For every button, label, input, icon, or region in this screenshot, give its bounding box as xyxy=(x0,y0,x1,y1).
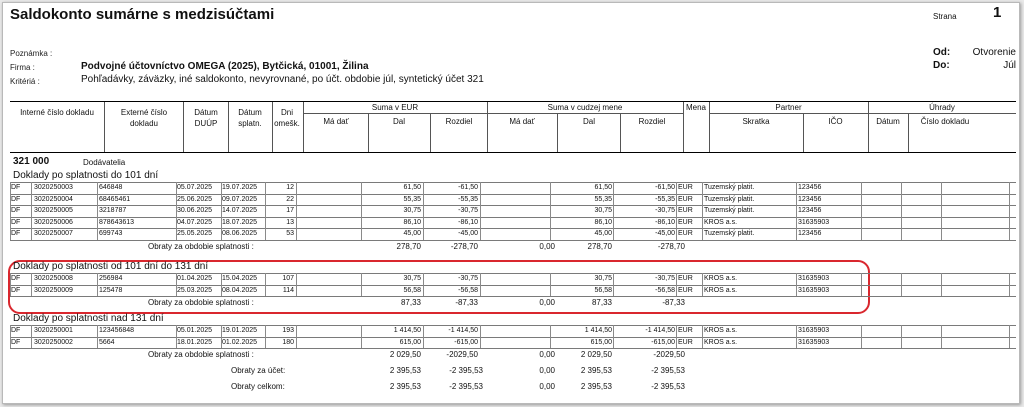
section-title: Doklady po splatnosti od 101 dní do 131 dní xyxy=(13,261,209,272)
cell-mena: EUR xyxy=(678,207,693,214)
grand-total-credit: 2 395,53 xyxy=(389,366,421,375)
cell-externe: 68465461 xyxy=(99,195,131,203)
cell-duup: 05.01.2025 xyxy=(177,327,213,334)
column-divider xyxy=(296,325,297,348)
column-divider xyxy=(861,182,862,240)
row-divider xyxy=(10,194,1016,195)
column-divider xyxy=(361,273,362,296)
column-divider xyxy=(941,273,942,296)
row-divider xyxy=(10,296,1016,297)
column-divider xyxy=(296,182,297,240)
cell-interne: 3020250008 xyxy=(34,275,73,282)
column-divider xyxy=(796,273,797,296)
section-title: Doklady po splatnosti nad 131 dní xyxy=(13,313,164,324)
column-divider xyxy=(97,182,98,240)
grand-total-difference: -2 395,53 xyxy=(449,382,483,391)
column-divider xyxy=(176,273,177,296)
col-foreign-difference: Rozdiel xyxy=(638,117,666,126)
cell-dal: 30,75 xyxy=(403,275,421,282)
col-payment-doc: Číslo dokladu xyxy=(920,117,970,126)
cell-cdal: 56,58 xyxy=(594,286,612,294)
column-divider xyxy=(1009,325,1010,348)
column-divider xyxy=(702,325,703,348)
cell-dal: 30,75 xyxy=(403,207,421,214)
cell-ico: 31635903 xyxy=(798,338,830,346)
grand-total-foreign-difference: -2 395,53 xyxy=(651,366,685,375)
cell-typ: DF xyxy=(11,184,21,191)
cell-interne: 3020250003 xyxy=(34,184,73,191)
column-divider xyxy=(861,273,862,296)
criteria-label: Kritériá : xyxy=(10,77,40,86)
page-label: Strana xyxy=(933,12,957,21)
cell-externe: 3218787 xyxy=(99,207,127,214)
cell-splatn: 19.07.2025 xyxy=(222,184,258,191)
col-internal-number: Interné číslo dokladu xyxy=(20,108,94,117)
column-divider xyxy=(613,325,614,348)
cell-typ: DF xyxy=(11,275,21,282)
column-divider xyxy=(941,325,942,348)
column-divider xyxy=(550,273,551,296)
col-payments: Úhrady xyxy=(929,103,955,112)
cell-dni: 107 xyxy=(282,275,294,282)
cell-externe: 125478 xyxy=(99,286,123,294)
company-value: Podvojné účtovníctvo OMEGA (2025), Bytčická, 01001, Žilina xyxy=(81,61,369,72)
cell-dal: 61,50 xyxy=(403,184,421,191)
from-value: Otvorenie xyxy=(972,47,1016,58)
column-divider xyxy=(423,182,424,240)
cell-splatn: 09.07.2025 xyxy=(222,195,258,203)
cell-dni: 13 xyxy=(286,218,294,226)
cell-ico: 123456 xyxy=(798,195,822,203)
cell-duup: 01.04.2025 xyxy=(177,275,213,282)
cell-externe: 878643613 xyxy=(99,218,135,226)
row-divider xyxy=(10,337,1016,338)
subtotal-label: Obraty za obdobie splatnosti : xyxy=(148,241,254,251)
subtotal-foreign-credit: 278,70 xyxy=(587,241,612,251)
cell-typ: DF xyxy=(11,195,21,203)
col-external-number: Externé číslo dokladu xyxy=(120,108,168,128)
row-divider xyxy=(10,205,1016,206)
column-divider xyxy=(480,182,481,240)
column-divider xyxy=(550,182,551,240)
cell-crozdiel: -1 414,50 xyxy=(645,327,675,334)
section-title: Doklady po splatnosti do 101 dní xyxy=(13,170,159,181)
cell-skratka: KROS a.s. xyxy=(704,275,738,282)
row-divider xyxy=(10,273,1016,274)
cell-ico: 123456 xyxy=(798,230,822,237)
cell-skratka: Tuzemský platit. xyxy=(704,184,755,191)
to-label: Do: xyxy=(933,60,950,71)
column-divider xyxy=(480,273,481,296)
cell-skratka: Tuzemský platit. xyxy=(704,195,755,203)
row-divider xyxy=(10,240,1016,241)
col-partner-ico: IČO xyxy=(828,117,843,126)
cell-cdal: 30,75 xyxy=(594,275,612,282)
column-divider xyxy=(941,182,942,240)
cell-interne: 3020250005 xyxy=(34,207,73,214)
cell-typ: DF xyxy=(11,218,21,226)
cell-interne: 3020250006 xyxy=(34,218,73,226)
cell-ico: 123456 xyxy=(798,184,822,191)
cell-dni: 12 xyxy=(286,184,294,191)
cell-crozdiel: -86,10 xyxy=(655,218,675,226)
column-divider xyxy=(550,325,551,348)
cell-typ: DF xyxy=(11,338,21,346)
col-payment-date: Dátum xyxy=(876,117,900,126)
subtotal-difference: -2029,50 xyxy=(446,350,478,359)
column-divider xyxy=(221,273,222,296)
cell-ico: 123456 xyxy=(798,207,822,214)
cell-externe: 256984 xyxy=(99,275,123,282)
company-label: Firma : xyxy=(10,63,35,72)
cell-dni: 193 xyxy=(282,327,294,334)
cell-duup: 18.01.2025 xyxy=(177,338,213,346)
subtotal-foreign-difference: -87,33 xyxy=(662,298,685,307)
cell-duup: 04.07.2025 xyxy=(177,218,213,226)
cell-mena: EUR xyxy=(678,195,693,203)
cell-skratka: KROS a.s. xyxy=(704,218,738,226)
grand-total-foreign-difference: -2 395,53 xyxy=(651,382,685,391)
cell-skratka: Tuzemský platit. xyxy=(704,230,755,237)
cell-dal: 86,10 xyxy=(403,218,421,226)
row-divider xyxy=(10,348,1016,349)
cell-typ: DF xyxy=(11,230,21,237)
cell-interne: 3020250004 xyxy=(34,195,73,203)
cell-externe: 123456848 xyxy=(99,327,135,334)
col-currency: Mena xyxy=(685,103,706,112)
cell-duup: 30.06.2025 xyxy=(177,207,213,214)
cell-cdal: 86,10 xyxy=(594,218,612,226)
cell-cdal: 55,35 xyxy=(594,195,612,203)
column-divider xyxy=(31,182,32,240)
cell-skratka: KROS a.s. xyxy=(704,286,738,294)
cell-crozdiel: -61,50 xyxy=(655,184,675,191)
cell-dni: 180 xyxy=(282,338,294,346)
grand-total-foreign-credit: 2 395,53 xyxy=(580,366,612,375)
column-divider xyxy=(901,273,902,296)
to-value: Júl xyxy=(1003,60,1016,71)
cell-rozdiel: -30,75 xyxy=(458,275,478,282)
col-date-duup: Dátum DUÚP xyxy=(194,108,218,128)
subtotal-foreign-debit: 0,00 xyxy=(539,298,555,307)
cell-splatn: 19.01.2025 xyxy=(222,327,258,334)
col-sum-foreign: Suma v cudzej mene xyxy=(547,103,623,112)
cell-rozdiel: -56,58 xyxy=(458,286,478,294)
column-divider xyxy=(901,325,902,348)
col-sum-eur: Suma v EUR xyxy=(371,103,419,112)
column-header xyxy=(10,101,1016,153)
cell-dal: 55,35 xyxy=(403,195,421,203)
subtotal-difference: -87,33 xyxy=(455,298,478,307)
cell-skratka: KROS a.s. xyxy=(704,338,738,346)
column-divider xyxy=(901,182,902,240)
col-partner: Partner xyxy=(775,103,802,112)
column-divider xyxy=(10,182,11,240)
column-divider xyxy=(97,325,98,348)
cell-externe: 699743 xyxy=(99,230,123,237)
column-divider xyxy=(221,182,222,240)
column-divider xyxy=(480,325,481,348)
cell-dal: 45,00 xyxy=(403,230,421,237)
subtotal-foreign-credit: 87,33 xyxy=(591,298,612,307)
cell-ico: 31635903 xyxy=(798,327,830,334)
cell-rozdiel: -61,50 xyxy=(458,184,478,191)
cell-rozdiel: -615,00 xyxy=(454,338,478,346)
cell-interne: 3020250007 xyxy=(34,230,73,237)
cell-interne: 3020250001 xyxy=(34,327,73,334)
cell-duup: 25.03.2025 xyxy=(177,286,213,294)
cell-splatn: 08.06.2025 xyxy=(222,230,258,237)
cell-splatn: 15.04.2025 xyxy=(222,275,258,282)
col-due-date: Dátum splatn. xyxy=(238,108,262,128)
column-divider xyxy=(10,325,11,348)
cell-ico: 31635903 xyxy=(798,275,830,282)
col-days-overdue: Dni omešk. xyxy=(274,108,300,128)
cell-mena: EUR xyxy=(678,184,693,191)
column-divider xyxy=(423,325,424,348)
column-divider xyxy=(265,273,266,296)
row-divider xyxy=(10,325,1016,326)
subtotal-credit: 2 029,50 xyxy=(389,350,421,359)
column-divider xyxy=(176,325,177,348)
cell-cdal: 30,75 xyxy=(594,207,612,214)
col-credit: Dal xyxy=(392,117,405,126)
column-divider xyxy=(861,325,862,348)
cell-splatn: 18.07.2025 xyxy=(222,218,258,226)
from-label: Od: xyxy=(933,47,951,58)
subtotal-difference: -278,70 xyxy=(450,241,478,251)
column-divider xyxy=(1009,273,1010,296)
column-divider xyxy=(796,182,797,240)
column-divider xyxy=(1009,182,1010,240)
cell-dni: 17 xyxy=(286,207,294,214)
subtotal-foreign-debit: 0,00 xyxy=(539,350,555,359)
cell-cdal: 1 414,50 xyxy=(584,327,612,334)
cell-externe: 5664 xyxy=(99,338,115,346)
cell-externe: 646848 xyxy=(99,184,123,191)
cell-dal: 615,00 xyxy=(399,338,421,346)
grand-total-label: Obraty celkom: xyxy=(231,382,285,391)
grand-total-credit: 2 395,53 xyxy=(389,382,421,391)
cell-skratka: KROS a.s. xyxy=(704,327,738,334)
account-name: Dodávatelia xyxy=(83,158,126,167)
cell-splatn: 01.02.2025 xyxy=(222,338,258,346)
cell-duup: 25.06.2025 xyxy=(177,195,213,203)
subtotal-foreign-credit: 2 029,50 xyxy=(580,350,612,359)
column-divider xyxy=(361,325,362,348)
note-label: Poznámka : xyxy=(10,49,53,58)
cell-duup: 05.07.2025 xyxy=(177,184,213,191)
cell-splatn: 14.07.2025 xyxy=(222,207,258,214)
cell-dni: 22 xyxy=(286,195,294,203)
row-divider xyxy=(10,285,1016,286)
cell-crozdiel: -30,75 xyxy=(655,207,675,214)
cell-mena: EUR xyxy=(678,338,693,346)
cell-rozdiel: -55,35 xyxy=(458,195,478,203)
grand-total-foreign-debit: 0,00 xyxy=(539,366,555,375)
subtotal-foreign-difference: -2029,50 xyxy=(653,350,685,359)
cell-crozdiel: -45,00 xyxy=(655,230,675,237)
cell-ico: 31635903 xyxy=(798,286,830,294)
subtotal-credit: 87,33 xyxy=(400,298,421,307)
row-divider xyxy=(10,182,1016,183)
cell-rozdiel: -1 414,50 xyxy=(448,327,478,334)
cell-interne: 3020250002 xyxy=(34,338,73,346)
page-number: 1 xyxy=(993,4,1002,21)
column-divider xyxy=(796,325,797,348)
cell-dni: 53 xyxy=(286,230,294,237)
col-difference: Rozdiel xyxy=(445,117,473,126)
cell-typ: DF xyxy=(11,207,21,214)
cell-cdal: 615,00 xyxy=(590,338,612,346)
column-divider xyxy=(676,182,677,240)
cell-mena: EUR xyxy=(678,286,693,294)
cell-splatn: 08.04.2025 xyxy=(222,286,258,294)
row-divider xyxy=(10,217,1016,218)
row-divider xyxy=(10,228,1016,229)
column-divider xyxy=(176,182,177,240)
cell-dni: 114 xyxy=(282,286,294,294)
cell-skratka: Tuzemský platit. xyxy=(704,207,755,214)
grand-total-label: Obraty za účet: xyxy=(231,366,286,375)
criteria-value: Pohľadávky, záväzky, iné saldokonto, nevyrovnané, po účt. obdobie júl, syntetický účet 321 xyxy=(81,74,484,85)
column-divider xyxy=(31,325,32,348)
cell-mena: EUR xyxy=(678,218,693,226)
cell-mena: EUR xyxy=(678,230,693,237)
column-divider xyxy=(97,273,98,296)
col-partner-short: Skratka xyxy=(742,117,770,126)
cell-rozdiel: -30,75 xyxy=(458,207,478,214)
grand-total-foreign-debit: 0,00 xyxy=(539,382,555,391)
cell-interne: 3020250009 xyxy=(34,286,73,294)
column-divider xyxy=(10,273,11,296)
grand-total-difference: -2 395,53 xyxy=(449,366,483,375)
cell-dal: 1 414,50 xyxy=(393,327,421,334)
cell-ico: 31635903 xyxy=(798,218,830,226)
report-title: Saldokonto sumárne s medzisúčtami xyxy=(10,6,275,23)
cell-typ: DF xyxy=(11,327,21,334)
cell-mena: EUR xyxy=(678,327,693,334)
account-number: 321 000 xyxy=(13,156,50,167)
column-divider xyxy=(296,273,297,296)
column-divider xyxy=(702,273,703,296)
cell-crozdiel: -56,58 xyxy=(655,286,675,294)
column-divider xyxy=(613,273,614,296)
grand-total-foreign-credit: 2 395,53 xyxy=(580,382,612,391)
column-divider xyxy=(423,273,424,296)
cell-cdal: 61,50 xyxy=(594,184,612,191)
col-foreign-credit: Dal xyxy=(582,117,595,126)
column-divider xyxy=(676,325,677,348)
subtotal-foreign-debit: 0,00 xyxy=(539,241,555,251)
column-divider xyxy=(265,182,266,240)
cell-crozdiel: -615,00 xyxy=(651,338,675,346)
subtotal-foreign-difference: -278,70 xyxy=(657,241,685,251)
cell-crozdiel: -30,75 xyxy=(655,275,675,282)
cell-duup: 25.05.2025 xyxy=(177,230,213,237)
cell-rozdiel: -45,00 xyxy=(458,230,478,237)
subtotal-label: Obraty za obdobie splatnosti : xyxy=(148,350,254,359)
column-divider xyxy=(31,273,32,296)
column-divider xyxy=(702,182,703,240)
col-foreign-debit: Má dať xyxy=(509,117,535,126)
column-divider xyxy=(613,182,614,240)
subtotal-credit: 278,70 xyxy=(396,241,421,251)
column-divider xyxy=(265,325,266,348)
cell-crozdiel: -55,35 xyxy=(655,195,675,203)
cell-mena: EUR xyxy=(678,275,693,282)
cell-cdal: 45,00 xyxy=(594,230,612,237)
column-divider xyxy=(221,325,222,348)
subtotal-label: Obraty za obdobie splatnosti : xyxy=(148,298,254,307)
cell-rozdiel: -86,10 xyxy=(458,218,478,226)
report-page xyxy=(2,2,1020,404)
column-divider xyxy=(361,182,362,240)
cell-dal: 56,58 xyxy=(403,286,421,294)
cell-typ: DF xyxy=(11,286,21,294)
col-debit: Má dať xyxy=(323,117,349,126)
column-divider xyxy=(676,273,677,296)
